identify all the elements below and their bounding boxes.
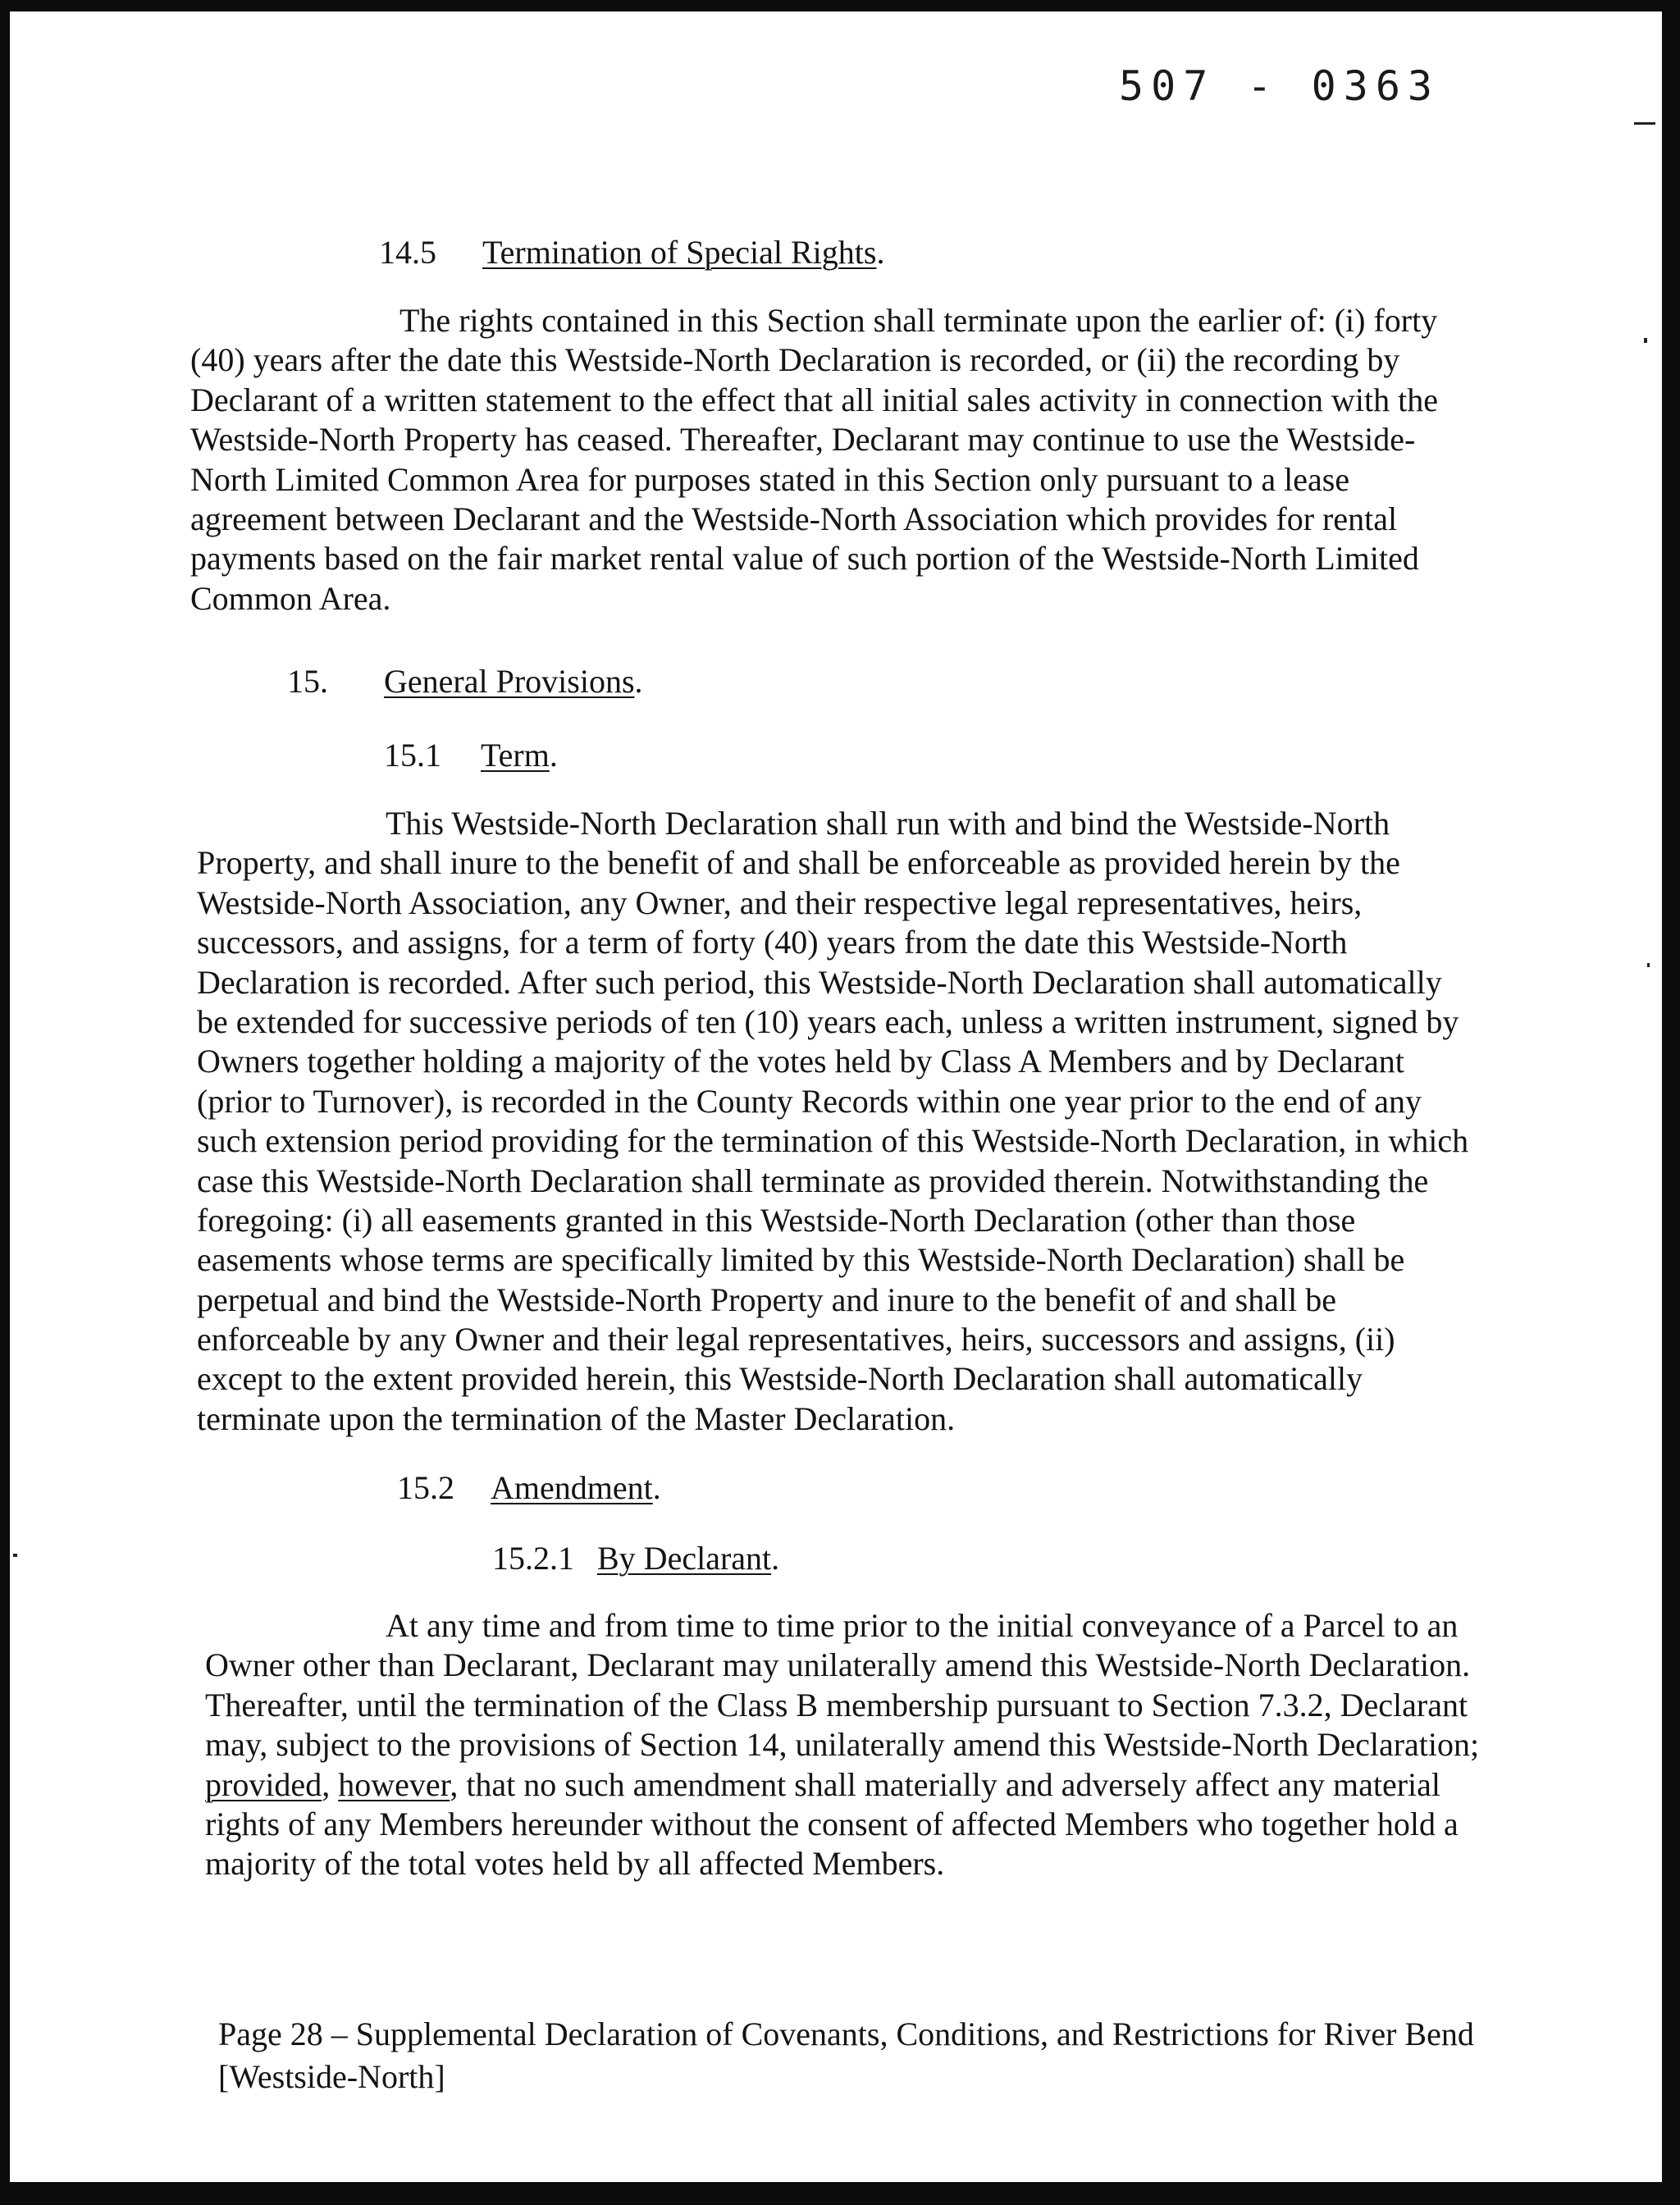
text-line: Westside-North Association, any Owner, and their respective legal representatives, heirs, — [197, 883, 1363, 921]
page-stamp-number: 507 - 0363 — [1119, 62, 1440, 110]
paragraph-by-declarant — [205, 1606, 1479, 1884]
text-line: (prior to Turnover), is recorded in the County Records within one year prior to the end of any — [197, 1082, 1422, 1120]
section-number: 14.5 — [379, 234, 436, 271]
section-number: 15.1 — [384, 737, 441, 774]
text-line: case this Westside-North Declaration shall terminate as provided therein. Notwithstanding the — [197, 1162, 1429, 1199]
text-line: be extended for successive periods of ten (10) years each, unless a written instrument, signed by — [197, 1002, 1459, 1040]
paragraph-term — [197, 804, 1468, 1439]
section-number: 15. — [287, 663, 328, 700]
section-title: Term — [481, 737, 550, 774]
text-line: The rights contained in this Section shall terminate upon the earlier of: (i) forty — [399, 302, 1438, 339]
scan-artifact — [1634, 122, 1655, 125]
section-title: Termination of Special Rights — [482, 234, 877, 271]
text-line: Owners together holding a majority of the votes held by Class A Members and by Declarant — [197, 1043, 1404, 1080]
section-number: 15.2.1 — [492, 1540, 574, 1577]
text-line: (40) years after the date this Westside-North Declaration is recorded, or (ii) the recording by — [190, 341, 1400, 379]
section-title: By Declarant — [597, 1540, 772, 1577]
scan-artifact — [13, 1554, 17, 1557]
text-line: majority of the total votes held by all affected Members. — [205, 1845, 945, 1883]
text-line: perpetual and bind the Westside-North Property and inure to the benefit of and shall be — [197, 1281, 1336, 1318]
text-line: Thereafter, until the termination of the Class B membership pursuant to Section 7.3.2, Declarant — [205, 1686, 1468, 1723]
provided-word: provided — [205, 1765, 322, 1803]
section-title: Amendment — [491, 1469, 653, 1506]
text-line: successors, and assigns, for a term of forty (40) years from the date this Westside-North — [197, 924, 1348, 961]
text-line: agreement between Declarant and the Westside-North Association which provides for rental — [190, 500, 1398, 537]
text-line: provided, however, that no such amendment shall materially and adversely affect any material — [205, 1765, 1441, 1803]
text-line: payments based on the fair market rental value of such portion of the Westside-North Limited — [190, 540, 1419, 578]
section-number: 15.2 — [397, 1469, 454, 1506]
footer-line-2: [Westside-North] — [218, 2058, 445, 2095]
text-line: easements whose terms are specifically limited by this Westside-North Declaration) shall be — [197, 1241, 1405, 1279]
text-line: Property, and shall inure to the benefit of and shall be enforceable as provided herein by the — [197, 844, 1400, 882]
scan-artifact — [1644, 338, 1647, 343]
text-line: foregoing: (i) all easements granted in this Westside-North Declaration (other than those — [197, 1201, 1356, 1239]
however-word: however — [338, 1765, 450, 1803]
section-heading-15-2: 15.2 Amendment. — [397, 1469, 661, 1506]
scan-artifact — [1647, 963, 1650, 967]
section-heading-15-2-1: 15.2.1 By Declarant. — [492, 1540, 780, 1577]
text-line: Westside-North Property has ceased. Thereafter, Declarant may continue to use the Westside- — [190, 421, 1416, 459]
text-line: rights of any Members hereunder without the consent of affected Members who together hold a — [205, 1805, 1459, 1842]
section-heading-14-5: 14.5 Termination of Special Rights. — [379, 234, 885, 271]
text-line: North Limited Common Area for purposes stated in this Section only pursuant to a lease — [190, 460, 1350, 498]
text-line: Declarant of a written statement to the effect that all initial sales activity in connection with the — [190, 381, 1438, 418]
text-line: except to the extent provided herein, this Westside-North Declaration shall automatically — [197, 1360, 1363, 1398]
section-heading-15: 15. General Provisions. — [287, 663, 643, 700]
footer-line-1: Page 28 – Supplemental Declaration of Covenants, Conditions, and Restrictions for River Bend — [218, 2016, 1474, 2052]
section-title: General Provisions — [384, 663, 635, 700]
section-heading-15-1: 15.1 Term. — [384, 737, 558, 774]
text-line: At any time and from time to time prior to the initial conveyance of a Parcel to an — [386, 1607, 1459, 1644]
text-line: Declaration is recorded. After such period, this Westside-North Declaration shall automatically — [197, 963, 1442, 1001]
text-line: such extension period providing for the termination of this Westside-North Declaration, in which — [197, 1122, 1469, 1160]
text-line: enforceable by any Owner and their legal representatives, heirs, successors and assigns, (ii) — [197, 1321, 1395, 1358]
text-line: Common Area. — [190, 579, 391, 617]
text-line: Owner other than Declarant, Declarant may unilaterally amend this Westside-North Declaration. — [205, 1646, 1471, 1684]
text-line: This Westside-North Declaration shall run with and bind the Westside-North — [386, 805, 1390, 842]
page-footer — [218, 2013, 1474, 2098]
text-line: may, subject to the provisions of Section 14, unilaterally amend this Westside-North Declaration; — [205, 1726, 1480, 1764]
document-page — [10, 11, 1662, 2182]
paragraph-termination — [190, 301, 1438, 619]
text-line: terminate upon the termination of the Master Declaration. — [197, 1399, 956, 1437]
